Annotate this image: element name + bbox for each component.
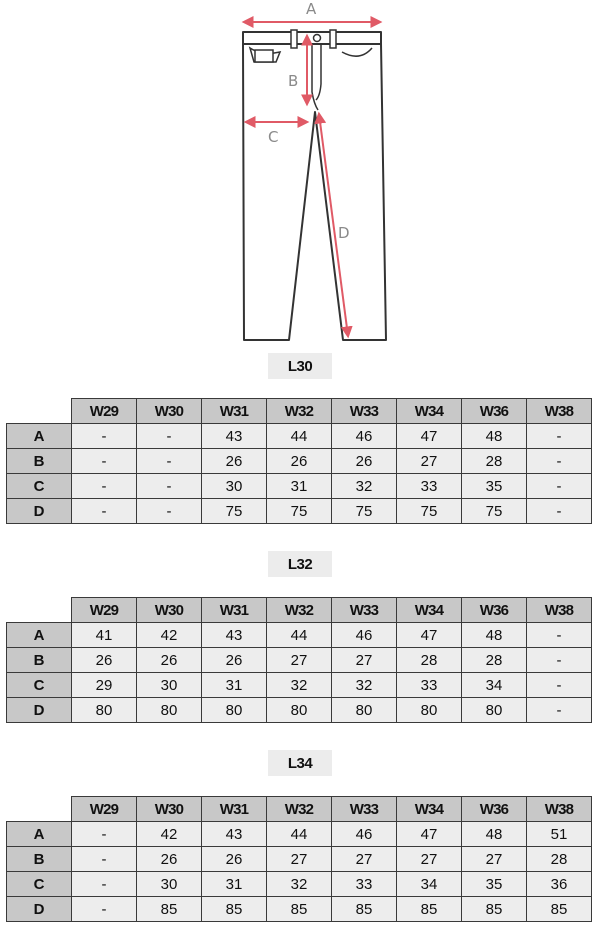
table-cell: 43 [202,424,267,449]
table-cell: 32 [267,872,332,897]
table-cell: 75 [267,499,332,524]
dimension-letter-b: B [288,72,299,90]
table-row [7,897,592,922]
table-cell: 33 [397,474,462,499]
table-cell: 27 [267,847,332,872]
table-cell: 46 [332,623,397,648]
measure-label: C [7,673,72,698]
table-cell: 48 [462,424,527,449]
table-cell: 30 [202,474,267,499]
table-cell: 43 [202,822,267,847]
size-header: W38 [527,598,592,623]
table-cell: 47 [397,424,462,449]
measure-label: D [7,499,72,524]
table-cell: - [527,499,592,524]
table-cell: 75 [462,499,527,524]
table-row [7,673,592,698]
table-cell: 30 [137,872,202,897]
table-cell: - [72,499,137,524]
table-cell: - [137,449,202,474]
table-cell: 27 [462,847,527,872]
table-cell: 28 [397,648,462,673]
table-header-row [7,797,592,822]
table-cell: 29 [72,673,137,698]
table-cell: - [72,897,137,922]
table-cell: - [72,424,137,449]
table-cell: 26 [202,847,267,872]
table-cell: - [527,474,592,499]
table-cell: 26 [332,449,397,474]
size-table-l30 [6,398,592,524]
table-cell: 48 [462,623,527,648]
table-cell: 85 [462,897,527,922]
table-row [7,872,592,897]
header-corner [7,797,72,822]
table-cell: 44 [267,424,332,449]
table-cell: 46 [332,424,397,449]
table-cell: - [527,673,592,698]
table-cell: - [527,648,592,673]
table-cell: 80 [267,698,332,723]
table-row [7,449,592,474]
pants-measurement-diagram [0,0,600,350]
size-header: W33 [332,399,397,424]
table-cell: 27 [332,847,397,872]
size-table-l32 [6,597,592,723]
header-corner [7,399,72,424]
size-header: W38 [527,797,592,822]
measure-label: A [7,623,72,648]
measure-label: B [7,648,72,673]
table-cell: 27 [267,648,332,673]
table-row [7,474,592,499]
table-cell: 32 [332,474,397,499]
table-row [7,648,592,673]
table-cell: 44 [267,822,332,847]
size-header: W29 [72,399,137,424]
measure-label: B [7,449,72,474]
size-header: W32 [267,598,332,623]
table-row [7,847,592,872]
table-cell: 46 [332,822,397,847]
table-cell: 47 [397,822,462,847]
table-cell: 51 [527,822,592,847]
table-cell: 26 [72,648,137,673]
button-icon [314,35,321,42]
table-cell: 85 [202,897,267,922]
table-cell: 33 [397,673,462,698]
table-cell: 35 [462,474,527,499]
table-cell: 26 [202,449,267,474]
size-header: W32 [267,399,332,424]
size-header: W34 [397,797,462,822]
table-cell: 85 [267,897,332,922]
size-header: W31 [202,399,267,424]
table-cell: 75 [397,499,462,524]
table-cell: 26 [137,847,202,872]
table-cell: 28 [527,847,592,872]
size-header: W36 [462,399,527,424]
table-cell: 43 [202,623,267,648]
size-header: W29 [72,598,137,623]
table-cell: 31 [267,474,332,499]
table-cell: 42 [137,822,202,847]
table-row [7,623,592,648]
table-header-row [7,399,592,424]
size-header: W33 [332,598,397,623]
measure-label: A [7,822,72,847]
table-cell: 35 [462,872,527,897]
size-header: W31 [202,598,267,623]
table-cell: 31 [202,673,267,698]
size-header: W30 [137,598,202,623]
table-cell: - [72,822,137,847]
table-cell: 33 [332,872,397,897]
size-header: W31 [202,797,267,822]
table-cell: - [72,847,137,872]
dimension-letter-d: D [338,224,350,242]
measure-label: C [7,872,72,897]
size-header: W30 [137,399,202,424]
table-cell: 26 [267,449,332,474]
table-cell: 80 [397,698,462,723]
size-header: W33 [332,797,397,822]
table-cell: 36 [527,872,592,897]
table-cell: 42 [137,623,202,648]
length-label-l30: L30 [268,353,332,379]
size-header: W36 [462,797,527,822]
table-cell: 30 [137,673,202,698]
table-row [7,698,592,723]
table-cell: - [72,449,137,474]
size-header: W34 [397,598,462,623]
pants-outline [243,32,386,340]
table-cell: 85 [137,897,202,922]
length-label-l34: L34 [268,750,332,776]
table-cell: 31 [202,872,267,897]
table-cell: 26 [137,648,202,673]
table-row [7,424,592,449]
table-cell: 75 [202,499,267,524]
table-cell: 27 [397,847,462,872]
measure-label: A [7,424,72,449]
table-cell: 28 [462,449,527,474]
size-table-l34 [6,796,592,922]
table-cell: 32 [267,673,332,698]
table-cell: 27 [332,648,397,673]
table-cell: - [527,698,592,723]
dimension-letter-c: C [268,128,279,146]
table-cell: 48 [462,822,527,847]
table-cell: 80 [137,698,202,723]
table-cell: 32 [332,673,397,698]
table-cell: - [137,474,202,499]
table-cell: 80 [332,698,397,723]
table-row [7,822,592,847]
table-cell: 80 [72,698,137,723]
size-header: W36 [462,598,527,623]
table-row [7,499,592,524]
table-cell: 80 [462,698,527,723]
size-header: W34 [397,399,462,424]
dimension-letter-a: A [306,0,317,18]
table-cell: - [527,449,592,474]
size-header: W38 [527,399,592,424]
measure-label: D [7,897,72,922]
table-cell: - [527,424,592,449]
pants-illustration [0,0,600,350]
table-cell: 44 [267,623,332,648]
table-cell: 26 [202,648,267,673]
table-cell: 80 [202,698,267,723]
table-cell: 27 [397,449,462,474]
size-header: W32 [267,797,332,822]
table-cell: 34 [397,872,462,897]
table-header-row [7,598,592,623]
table-cell: 34 [462,673,527,698]
table-cell: 85 [397,897,462,922]
table-cell: - [72,872,137,897]
header-corner [7,598,72,623]
table-cell: - [137,424,202,449]
measure-label: B [7,847,72,872]
size-header: W30 [137,797,202,822]
table-cell: - [527,623,592,648]
table-cell: 28 [462,648,527,673]
length-label-l32: L32 [268,551,332,577]
table-cell: 41 [72,623,137,648]
table-cell: - [137,499,202,524]
measure-label: D [7,698,72,723]
table-cell: 75 [332,499,397,524]
measure-label: C [7,474,72,499]
table-cell: 85 [527,897,592,922]
table-cell: 47 [397,623,462,648]
table-cell: 85 [332,897,397,922]
table-cell: - [72,474,137,499]
size-header: W29 [72,797,137,822]
